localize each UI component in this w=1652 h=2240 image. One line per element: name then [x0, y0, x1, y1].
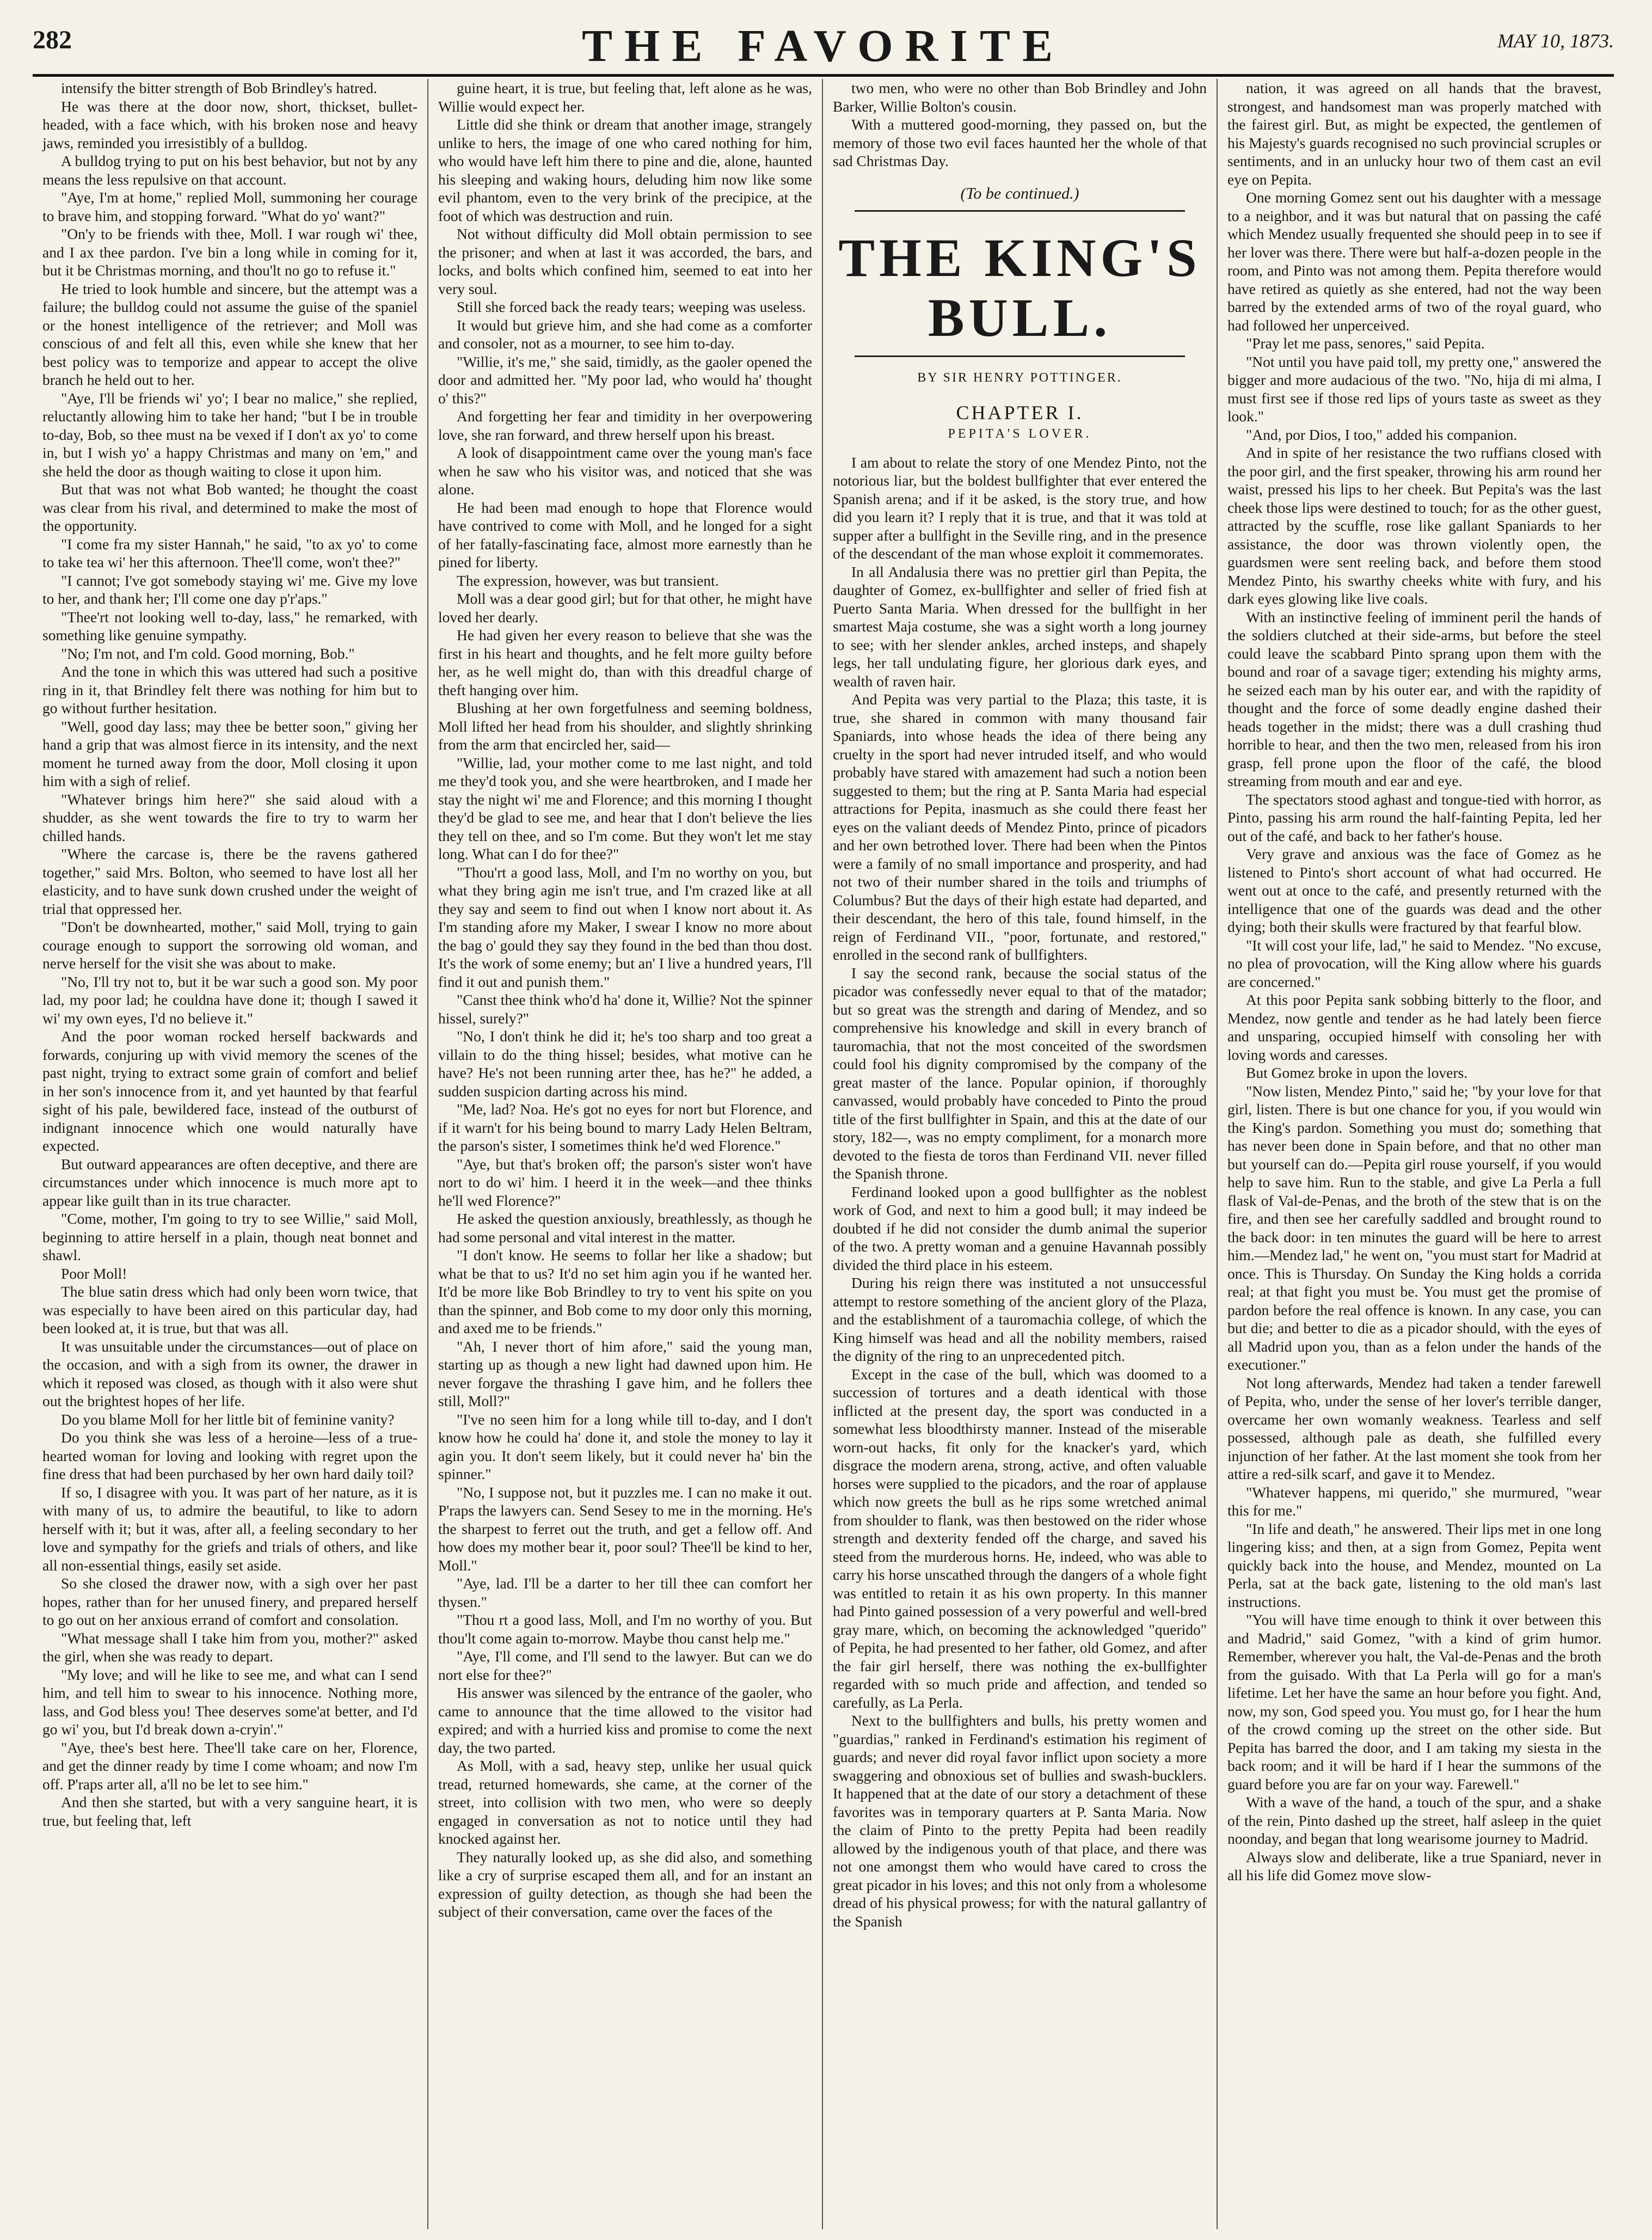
paragraph: Poor Moll! [61, 1265, 127, 1282]
paragraph: The blue satin dress which had only been worn twice, that was especially to have been aired on this particular day, had been looked at, it is true, but that was all. [42, 1283, 417, 1336]
paragraph: And the poor woman rocked herself backwards and forwards, conjuring up with vivid memory the scenes of the past night, trying to extract some grain of comfort and belief in her son's innocence from it, and yet haunted by that fearful sight of his pale, bewildered face, instead of the outburst of indignant innocence which one would naturally have expected. [42, 1028, 417, 1154]
paragraph: "Now listen, Mendez Pinto," said he; "by your love for that girl, listen. There is but one chance for you, if you would win the King's pardon. Something you must do; something that has never been done in Spain before, and that no other man but yourself can do.—Pepita girl rouse yourself, if you would help to save him. Run to the stable, and give La Perla a full flask of Val-de-Penas, and the broth of the stew that is on the fire, and then see her carefully saddled and brought round to the back door: in ten minutes the guard will be here to arrest him.—Mendez lad," he went on, "you must start for Madrid at once. This is Thursday. On Sunday the King holds a corrida real; at that fight you must be. You must get the promise of pardon before the real offence is known. In any case, you can but die; and better to die as a picador should, with the eyes of all Madrid upon you, than as a felon under the hands of the executioner." [1227, 1082, 1601, 1373]
paragraph: "Where the carcase is, there be the ravens gathered together," said Mrs. Bolton, who seemed to have lost all her elasticity, and to have sunk down crushed under the weight of trial that oppressed her. [42, 845, 417, 917]
story-body [833, 453, 1207, 1931]
paragraph: Blushing at her own forgetfulness and seeming boldness, Moll lifted her head from his shoulder, and slightly shrinking from the arm that encircled her, said— [438, 699, 812, 753]
paragraph: He had been mad enough to hope that Florence would have contrived to come with Moll, and he longed for a sight of her fatally-fascinating face, almost more earnestly than he pined for liberty. [438, 499, 812, 570]
paragraph: "Ah, I never thort of him afore," said the young man, starting up as though a new light had dawned upon him. He never forgave the thrashing I gave him, and he follers thee still, Moll?" [438, 1337, 812, 1409]
page-number: 282 [33, 26, 72, 54]
paragraph: "Willie, lad, your mother come to me last night, and told me they'd took you, and she were heartbroken, and I made her stay the night wi' me and Florence; and this morning I thought they'd be glad to see me, and hear that I don't believe the lies they tell on thee, and so I'm come. But they won't let me stay long. What can I do for thee?" [438, 754, 812, 862]
paragraph: His answer was silenced by the entrance of the gaoler, who came to announce that the time allowed to the visitor had expired; and with a hurried kiss and promise to come the next day, the two parted. [438, 1684, 812, 1756]
paragraph: During his reign there was instituted a not unsuccessful attempt to restore something of the ancient glory of the Plaza, and the establishment of a tauromachia college, of which the King himself was head and all the nobility members, raised the dignity of the ring to an unprecedented pitch. [833, 1274, 1207, 1364]
paragraph: "Me, lad? Noa. He's got no eyes for nort but Florence, and if it warn't for his being bound to marry Lady Helen Beltram, the parson's sister, I sometimes think he'd wed Florence." [438, 1101, 812, 1154]
paragraph: two men, who were no other than Bob Brindley and John Barker, Willie Bolton's cousin. [833, 79, 1207, 115]
paragraph: At this poor Pepita sank sobbing bitterly to the floor, and Mendez, now gentle and tender as he had lately been fierce and unsparing, occupied himself with consoling her with loving words and caresses. [1227, 991, 1601, 1063]
byline: BY SIR HENRY POTTINGER. [917, 371, 1122, 385]
paragraph: "Not until you have paid toll, my pretty one," answered the bigger and more audacious of the two. "No, hija di mi alma, I must first see if those red lips of yours taste as sweet as they look." [1227, 353, 1601, 425]
paragraph: A bulldog trying to put on his best behavior, but not by any means the less repulsive on that account. [42, 152, 417, 188]
to-be-continued: (To be continued.) [960, 184, 1079, 202]
paragraph: "Don't be downhearted, mother," said Moll, trying to gain courage enough to support the sorrowing old woman, and nerve herself for the visit she was about to make. [42, 918, 417, 972]
paragraph: I say the second rank, because the social status of the picador was confessedly never equal to that of the matador; but so great was the strength and daring of Mendez, and so comprehensive his knowledge and skill in every branch of tauromachia, that not the most conceited of the swordsmen could fool his dignity compromised by the company of the great master of the lance. Popular opinion, if thoroughly canvassed, would probably have conceded to Pinto the proud title of the first bullfighter in Spain, and this at the date of our story, 182—, was no empty compliment, for a monarch more devoted to the fiesta de toros than Ferdinand VII. never filled the Spanish throne. [833, 964, 1207, 1182]
paragraph: And then she started, but with a very sanguine heart, it is true, but feeling that, left [42, 1794, 417, 1829]
paragraph: I am about to relate the story of one Mendez Pinto, not the notorious liar, but the boldest bullfighter that ever entered the Spanish arena; and if it be asked, is the story true, and how did you learn it? I reply that it is true, and that it was told at supper after a bullfight in the Seville ring, and in the presence of the descendant of the man whose exploit it commemorates. [833, 453, 1207, 562]
title-rule [855, 355, 1185, 357]
masthead [33, 22, 1614, 71]
paragraph: "Whatever brings him here?" she said aloud with a shudder, as she went towards the fire to try to warm her chilled hands. [42, 790, 417, 844]
paragraph: "I come fra my sister Hannah," he said, "to ax yo' to come to take tea wi' her this afternoon. Thee'll come, won't thee?" [42, 535, 417, 570]
paragraph: "I don't know. He seems to follar her like a shadow; but what be that to us? It'd no set him agin you if he wanted her. It'd be more like Bob Brindley to try to vent his spite on you than the spinner, and Bob come to my door only this morning, and axed me to be friends." [438, 1247, 812, 1336]
paragraph: It was unsuitable under the circumstances—out of place on the occasion, and with a sigh from its owner, the drawer in which it reposed was closed, as though with it also were shut out the brightest hopes of her life. [42, 1337, 417, 1409]
paragraph: They naturally looked up, as she did also, and something like a cry of surprise escaped them all, and for an instant an expression of guilty detection, as though she had been the subject of their conversation, came over the faces of the [438, 1848, 812, 1920]
paragraph: Not long afterwards, Mendez had taken a tender farewell of Pepita, who, under the sense of her lover's terrible danger, overcame her own womanly weakness. Tearless and self possessed, although pale as death, she fulfilled every injunction of her father. At the last moment she took from her attire a red-silk scarf, and gave it to Mendez. [1227, 1374, 1601, 1482]
paragraph: "Willie, it's me," she said, timidly, as the gaoler opened the door and admitted her. "My poor lad, who would ha' thought o' this?" [438, 353, 812, 407]
column-2 [427, 79, 822, 2229]
story-title: THE KING'S BULL. [838, 228, 1201, 348]
paragraph: nation, it was agreed on all hands that the bravest, strongest, and handsomest man was properly matched with the fairest girl. But, as might be expected, the gentlemen of his Majesty's guards recognised no such provincial scruples or sentiments, and in an unlucky hour two of them cast an evil eye on Pepita. [1227, 79, 1601, 188]
paragraph: Except in the case of the bull, which was doomed to a succession of tortures and a death identical with those inflicted at the present day, the sport was conducted in a somewhat less bloodthirsty manner. Instead of the miserable worn-out hacks, fit only for the knacker's yard, which disgrace the modern arena, strong, active, and often valuable horses were supplied to the picadors, and the roar of applause which now greets the bull as he rips some wretched animal from shoulder to flank, was then bestowed on the rider whose strength and dexterity fended off the charge, and saved his steed from the murderous horns. He, indeed, who was able to carry his horse unscathed through the dangers of a whole fight was entitled to retain it as his own property. In this manner had Pinto gained possession of a very powerful and well-bred gray mare, which, on becoming the acknowledged "querido" of Pepita, he had presented to her father, old Gomez, and after the fair girl herself, there was nothing the ex-bullfighter regarded with so much pride and affection, and tended so carefully, as La Perla. [833, 1365, 1207, 1711]
paragraph: "No, I don't think he did it; he's too sharp and too great a villain to do the thing hissel; besides, what motive can he have? He's not been running arter thee, has he?" he added, a sudden suspicion darting across his mind. [438, 1028, 812, 1100]
paragraph: Little did she think or dream that another image, strangely unlike to hers, the image of one who cared nothing for him, who would have left him there to pine and die, alone, haunted his sleeping and waking hours, deluding him now like some evil phantom, even to the very brink of the precipice, at the foot of which was destruction and ruin. [438, 116, 812, 224]
paragraph: As Moll, with a sad, heavy step, unlike her usual quick tread, returned homewards, she came, at the corner of the street, into collision with two men, who were so deeply engaged in conversation as not to notice until they had knocked against her. [438, 1757, 812, 1847]
paragraph: "No, I suppose not, but it puzzles me. I can no make it out. P'raps the lawyers can. Send Sesey to me in the morning. He's the sharpest to ferret out the truth, and get a fellow off. And how does my mother bear it, poor soul? Thee'll be kind to her, Moll." [438, 1483, 812, 1574]
paragraph: Very grave and anxious was the face of Gomez as he listened to Pinto's short account of what had occurred. He went out at once to the café, and presently returned with the intelligence that one of the guards was dead and the other dying; both their skulls were fractured by that fearful blow. [1227, 845, 1601, 935]
paragraph: "Whatever happens, mi querido," she murmured, "wear this for me." [1227, 1483, 1601, 1519]
paragraph: "Aye, I'll be friends wi' yo'; I bear no malice," she replied, reluctantly allowing him to take her hand; "but I be in trouble to-day, Bob, so thee must na be vexed if I don't ax yo' to come in, but I wish yo' a happy Christmas and many on 'em," and she held the door as though waiting to close it upon him. [42, 389, 417, 480]
column-3 [822, 79, 1217, 2229]
paragraph: "In life and death," he answered. Their lips met in one long lingering kiss; and then, at a sign from Gomez, Pepita went quickly back into the house, and Mendez, mounted on La Perla, sat at the back gate, listening to the old man's last instructions. [1227, 1520, 1601, 1610]
paragraph: "I cannot; I've got somebody staying wi' me. Give my love to her, and thank her; I'll come one day p'r'aps." [42, 572, 417, 607]
story-divider [855, 210, 1185, 212]
paragraph: He tried to look humble and sincere, but the attempt was a failure; the bulldog could not assume the guise of the spaniel or the honest intelligence of the retriever; and Moll was conscious of and felt all this, even while she knew that her best policy was to temporize and appear to accept the olive branch he held out to her. [42, 280, 417, 388]
paragraph: "On'y to be friends with thee, Moll. I war rough wi' thee, and I ax thee pardon. I've bin a long while in coming for it, but it be Christmas morning, and thou'lt no go to refuse it." [42, 225, 417, 279]
paragraph: guine heart, it is true, but feeling that, left alone as he was, Willie would expect her. [438, 79, 812, 115]
newspaper-title: THE FAVORITE [581, 21, 1065, 71]
paragraph: "What message shall I take him from you, mother?" asked the girl, when she was ready to depart. [42, 1629, 417, 1665]
paragraph: "And, por Dios, I too," added his companion. [1246, 426, 1518, 443]
paragraph: Next to the bullfighters and bulls, his pretty women and "guardias," ranked in Ferdinand's estimation his regiment of guards; and never did royal favor inflict upon society a more swaggering and obnoxious set of bullies and swash-bucklers. It happened that at the date of our story a detachment of these favorites was in temporary quarters at P. Santa Maria. Now the claim of Pinto to the pretty Pepita had been readily allowed by the indigenous youth of that place, and there was not one amongst them who would have cared to cross the great picador in his loves; and this not only from a wholesome dread of his physical prowess; for with the natural gallantry of the Spanish [833, 1712, 1207, 1930]
paragraph: Moll was a dear good girl; but for that other, he might have loved her dearly. [438, 590, 812, 625]
paragraph: In all Andalusia there was no prettier girl than Pepita, the daughter of Gomez, ex-bullfighter and seller of fried fish at Puerto Santa Maria. When dressed for the bullfight in her smartest Maja costume, she was a sight worth a long journey to see; with her slender ankles, arched insteps, and shapely legs, her tall undulating figure, her glorious dark eyes, and wealth of raven hair. [833, 563, 1207, 690]
paragraph: "Come, mother, I'm going to try to see Willie," said Moll, beginning to attire herself in a plain, though neat bonnet and shawl. [42, 1210, 417, 1263]
paragraph: "Thou'rt a good lass, Moll, and I'm no worthy on you, but what they bring agin me isn't true, and I'm crazed like at all they say and seem to find out when I know nort about it. As I'm standing afore my Maker, I swear I know no more about the bag o' gould they say they found in the bed than thou dost. It's the work of some enemy; but an' I live a hundred years, I'll find it out and punish them." [438, 863, 812, 990]
column-4 [1217, 79, 1611, 2229]
paragraph: The expression, however, was but transient. [457, 572, 719, 589]
paragraph: With a wave of the hand, a touch of the spur, and a shake of the rein, Pinto dashed up the street, half asleep in the quiet noonday, and began that long wearisome journey to Madrid. [1227, 1794, 1601, 1847]
paragraph: Ferdinand looked upon a good bullfighter as the noblest work of God, and next to him a good bull; it may indeed be doubted if he did not consider the dumb animal the superior of the two. A pretty woman and a genuine Havannah possibly divided the third place in his esteem. [833, 1183, 1207, 1273]
paragraph: One morning Gomez sent out his daughter with a message to a neighbor, and it was but natural that on passing the café which Mendez usually frequented she should peep in to see if her lover was there. There were but half-a-dozen people in the room, and Pinto was not among them. Pepita therefore would have retired as quietly as she entered, had not the way been barred by the extended arms of two of the royal guard, who had followed her unperceived. [1227, 189, 1601, 334]
paragraph: "I've no seen him for a long while till to-day, and I don't know how he could ha' done it, and stole the money to lay it agin you. It don't seem likely, but it could never ha' bin the spinner." [438, 1410, 812, 1482]
paragraph: "Aye, I'll come, and I'll send to the lawyer. But can we do nort else for thee?" [438, 1648, 812, 1683]
paragraph: "You will have time enough to think it over between this and Madrid," said Gomez, "with a kind of grim humor. Remember, wherever you halt, the Val-de-Penas and the broth from the guisado. With that La Perla will go for a man's lifetime. Let her have the same an hour before you fight. And, now, my son, God speed you. You must go, for I hear the hum of the crowd coming up the street on the other side. But Pepita has barred the door, and I am taking my siesta in the back room; and it will be hard if I hear the summons of the guard before you are far on your way. Farewell." [1227, 1611, 1601, 1793]
previous-story-end [833, 79, 1207, 170]
paragraph: "It will cost your life, lad," he said to Mendez. "No excuse, no plea of provocation, will the King allow where his guards are concerned." [1227, 936, 1601, 990]
paragraph: And forgetting her fear and timidity in her overpowering love, she ran forward, and threw herself upon his breast. [438, 408, 812, 443]
paragraph: With an instinctive feeling of imminent peril the hands of the soldiers clutched at their side-arms, but before the steel could leave the scabbard Pinto sprang upon them with the bound and roar of a savage tiger; extending his mighty arms, he seized each man by his outer ear, and with the rapidity of thought and the force of some deadly engine dashed their heads together in the midst; there was a dull crashing thud horrible to hear, and then the two men, released from his iron grasp, fell prone upon the floor of the café, the blood streaming from mouth and ear and eye. [1227, 608, 1601, 789]
paragraph: "Canst thee think who'd ha' done it, Willie? Not the spinner hissel, surely?" [438, 991, 812, 1027]
paragraph: Not without difficulty did Moll obtain permission to see the prisoner; and when at last it was accorded, the bars, and locks, and bolts which confined him, seemed to eat into her very soul. [438, 225, 812, 297]
paragraph: "Thee'rt not looking well to-day, lass," he remarked, with something like genuine sympathy. [42, 608, 417, 643]
paragraph: "Aye, lad. I'll be a darter to her till thee can comfort her thysen." [438, 1575, 812, 1610]
paragraph: But Gomez broke in upon the lovers. [1246, 1064, 1468, 1081]
paragraph: With a muttered good-morning, they passed on, but the memory of those two evil faces haunted her the whole of that sad Christmas Day. [833, 116, 1207, 169]
paragraph: But that was not what Bob wanted; he thought the coast was clear from his rival, and determined to make the most of the opportunity. [42, 481, 417, 534]
masthead-rule [33, 74, 1614, 77]
paragraph: "My love; and will he like to see me, and what can I send him, and tell him to swear to his innocence. Nothing more, lass, and God bless you! Thee deserves some'at better, and I'd go wi' you, but I'd break down a-cryin'." [42, 1666, 417, 1738]
paragraph: Do you think she was less of a heroine—less of a true-hearted woman for loving and looking with regret upon the fine dress that had been purchased by her own hard daily toil? [42, 1429, 417, 1482]
paragraph: intensify the bitter strength of Bob Brindley's hatred. [61, 79, 377, 96]
paragraph: "Aye, thee's best here. Thee'll take care on her, Florence, and get the dinner ready by time I come whoam; and now I'm off. P'raps arter all, a'll no be let to see him." [42, 1739, 417, 1793]
paragraph: And the tone in which this was uttered had such a positive ring in it, that Brindley felt there was nothing for him but to go without further hesitation. [42, 663, 417, 716]
paragraph: So she closed the drawer now, with a sigh over her past hopes, rather than for her unused finery, and prepared herself to go out on her anxious errand of comfort and consolation. [42, 1575, 417, 1628]
text-columns [33, 79, 1614, 2229]
paragraph: "Aye, I'm at home," replied Moll, summoning her courage to brave him, and stopping forward. "What do yo' want?" [42, 189, 417, 224]
chapter-title: PEPITA'S LOVER. [948, 427, 1092, 441]
paragraph: It would but grieve him, and she had come as a comforter and consoler, not as a mourner, to see him to-day. [438, 316, 812, 352]
paragraph: "Aye, but that's broken off; the parson's sister won't have nort to do wi' him. I heerd it in the week—and thee thinks he'll wed Florence?" [438, 1155, 812, 1209]
paragraph: "Thou rt a good lass, Moll, and I'm no worthy of you. But thou'lt come again to-morrow. Maybe thou canst help me." [438, 1611, 812, 1647]
paragraph: But outward appearances are often deceptive, and there are circumstances under which innocence is much more apt to appear like guilt than in its true character. [42, 1155, 417, 1209]
paragraph: Still she forced back the ready tears; weeping was useless. [457, 298, 806, 315]
paragraph: "Pray let me pass, senores," said Pepita. [1246, 335, 1485, 352]
paragraph: And Pepita was very partial to the Plaza; this taste, it is true, she shared in common with many thousand fair Spaniards, into whose heads the idea of there being any cruelty in the sport had never intruded itself, and who would probably have stared with amazement had such a notion been suggested to them; but the ring at P. Santa Maria had especial attractions for Pepita, inasmuch as she could there feast her eyes on the valiant deeds of Mendez Pinto, prince of picadors and her own betrothed lover. There had been when the Pintos were a family of no small importance and prosperity, and had not two of their number shared in the toils and triumphs of Columbus? But the days of their high estate had departed, and their descendant, the hero of this tale, found himself, in the reign of Ferdinand VII., "poor, fortunate, and restored," enrolled in the second rank of bullfighters. [833, 691, 1207, 963]
paragraph: "No; I'm not, and I'm cold. Good morning, Bob." [61, 645, 355, 662]
paragraph: "No, I'll try not to, but it be war such a good son. My poor lad, my poor lad; he couldna have done it; though I sawed it wi' my own eyes, I'd no believe it." [42, 973, 417, 1027]
column-1 [33, 79, 427, 2229]
paragraph: "Well, good day lass; may thee be better soon," giving her hand a grip that was almost fierce in its intensity, and the next moment he turned away from the door, Moll closing it upon him with a sigh of relief. [42, 717, 417, 789]
chapter-heading: CHAPTER I. [956, 401, 1084, 424]
paragraph: And in spite of her resistance the two ruffians closed with the poor girl, and the first speaker, throwing his arm round her waist, pressed his lips to her cheek. But Pepita's was the last cheek those lips were destined to touch; for as the other guest, attracted by the scuffle, rose like gallant Spaniards to her assistance, the door was thrown violently open, the guardsmen were sent reeling back, and before them stood Mendez Pinto, his swarthy cheeks white with fury, and his dark eyes glowing like live coals. [1227, 444, 1601, 607]
paragraph: Do you blame Moll for her little bit of feminine vanity? [61, 1410, 395, 1428]
paragraph: A look of disappointment came over the young man's face when he saw who his visitor was, and noticed that she was alone. [438, 444, 812, 498]
paragraph: If so, I disagree with you. It was part of her nature, as it is with many of us, to admire the beautiful, to like to adorn herself with it; but it was, after all, a feeling secondary to her love and sympathy for the griefs and trials of others, and like all non-essential things, easily set aside. [42, 1483, 417, 1574]
paragraph: He asked the question anxiously, breathlessly, as though he had some personal and vital interest in the matter. [438, 1210, 812, 1245]
paragraph: He had given her every reason to believe that she was the first in his heart and thoughts, and he felt more guilty before her, as he well might do, than with this dreadful charge of theft hanging over him. [438, 627, 812, 698]
paragraph: The spectators stood aghast and tongue-tied with horror, as Pinto, passing his arm round the half-fainting Pepita, led her out of the café, and back to her father's house. [1227, 790, 1601, 844]
issue-date: MAY 10, 1873. [1497, 30, 1614, 52]
paragraph: Always slow and deliberate, like a true Spaniard, never in all his life did Gomez move slow- [1227, 1848, 1601, 1883]
paragraph: He was there at the door now, short, thickset, bullet-headed, with a face which, with his broken nose and heavy jaws, reminded you irresistibly of a bulldog. [42, 97, 417, 151]
